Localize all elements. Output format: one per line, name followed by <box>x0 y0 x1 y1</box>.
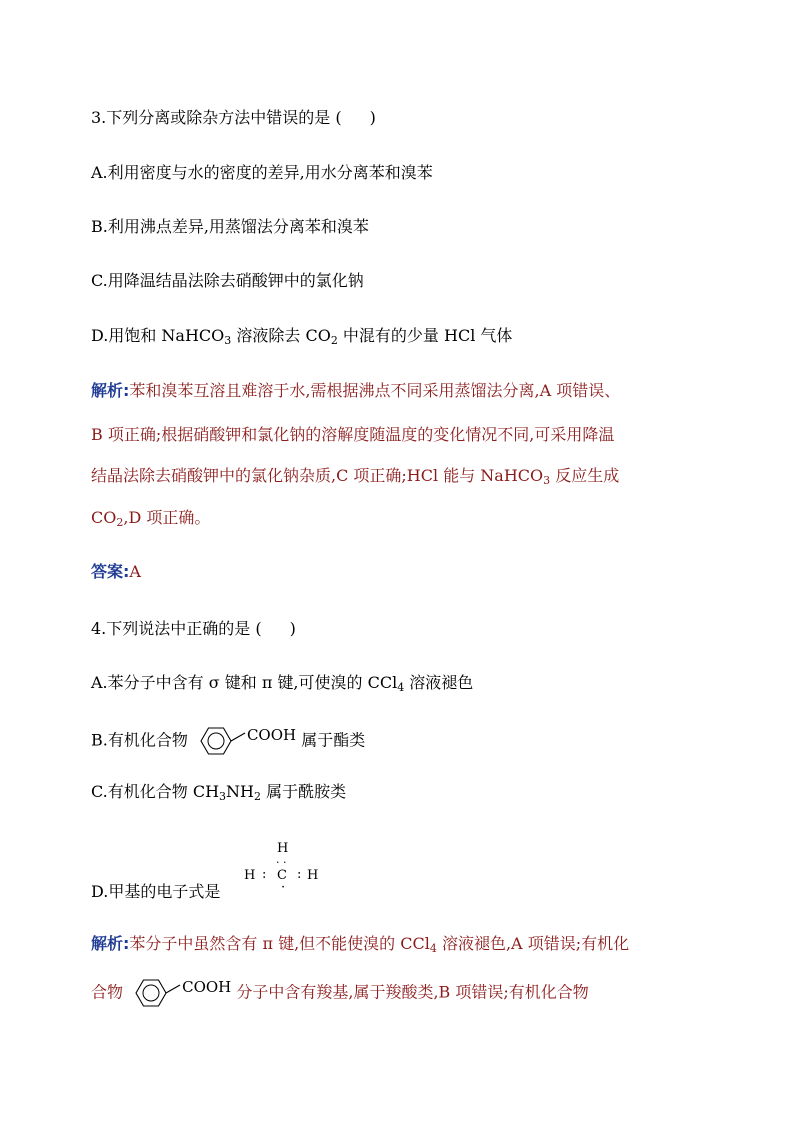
q3-option-c: C.用降温结晶法除去硝酸钾中的氯化钠 <box>91 271 364 290</box>
q3-solution-line-1: 解析:苯和溴苯互溶且难溶于水,需根据沸点不同采用蒸馏法分离,A 项错误、 <box>91 381 621 400</box>
electron-h-top: H <box>277 841 289 856</box>
q4-option-b: B.有机化合物 COOH 属于酯类 <box>91 724 365 758</box>
q4-solution-line-2: 合物 COOH 分子中含有羧基,属于羧酸类,B 项错误;有机化合物 <box>91 976 589 1010</box>
answer-value: A <box>129 562 141 581</box>
q4-option-c: C.有机化合物 $CH_3NH_2$ 属于酰胺类 <box>91 782 347 803</box>
carboxyl-formula: COOH <box>182 977 232 996</box>
carboxyl-formula: COOH <box>246 725 297 744</box>
electron-pair-left: : <box>262 867 267 882</box>
q4-option-d: D.甲基的电子式是 <box>91 882 221 901</box>
electron-h-right: H <box>307 868 319 883</box>
answer-label: 答案: <box>91 562 130 581</box>
electron-pair-top: · · <box>276 856 287 869</box>
solution-label: 解析: <box>91 381 130 400</box>
q3-solution-line-3: 结晶法除去硝酸钾中的氯化钠杂质,C 项正确;HCl 能与 NaHCO$_3$ 反应生成 <box>91 466 620 487</box>
q3-option-d: D.用饱和 NaHCO$_3$ 溶液除去 $CO_2$ 中混有的少量 HCl 气体 <box>91 326 513 347</box>
q4-stem: 4.下列说法中正确的是 ( ) <box>91 619 296 638</box>
electron-single-bottom: · <box>281 880 286 895</box>
q3-stem: 3.下列分离或除杂方法中错误的是 ( ) <box>91 108 376 127</box>
electron-pair-right: : <box>297 867 302 882</box>
electron-h-left: H <box>244 868 256 883</box>
solution-label: 解析: <box>91 934 130 953</box>
q4-option-a: A.苯分子中含有 σ 键和 π 键,可使溴的 CCl$_4$ 溶液褪色 <box>91 673 474 694</box>
benzene-ring-icon <box>193 724 247 758</box>
q3-option-b: B.利用沸点差异,用蒸馏法分离苯和溴苯 <box>91 217 369 236</box>
q4-solution-line-1: 解析:苯分子中虽然含有 π 键,但不能使溴的 CCl$_4$ 溶液褪色,A 项错误;有机化 <box>91 934 630 955</box>
q3-solution-line-2: B 项正确;根据硝酸钾和氯化钠的溶解度随温度的变化情况不同,可采用降温 <box>91 425 615 444</box>
q3-solution-line-4: $CO_2,D$ 项正确。 <box>91 508 211 529</box>
q3-answer <box>91 562 141 582</box>
benzene-ring-icon <box>128 976 182 1010</box>
electron-carbon: C <box>277 868 287 883</box>
q3-option-a: A.利用密度与水的密度的差异,用水分离苯和溴苯 <box>91 163 433 182</box>
